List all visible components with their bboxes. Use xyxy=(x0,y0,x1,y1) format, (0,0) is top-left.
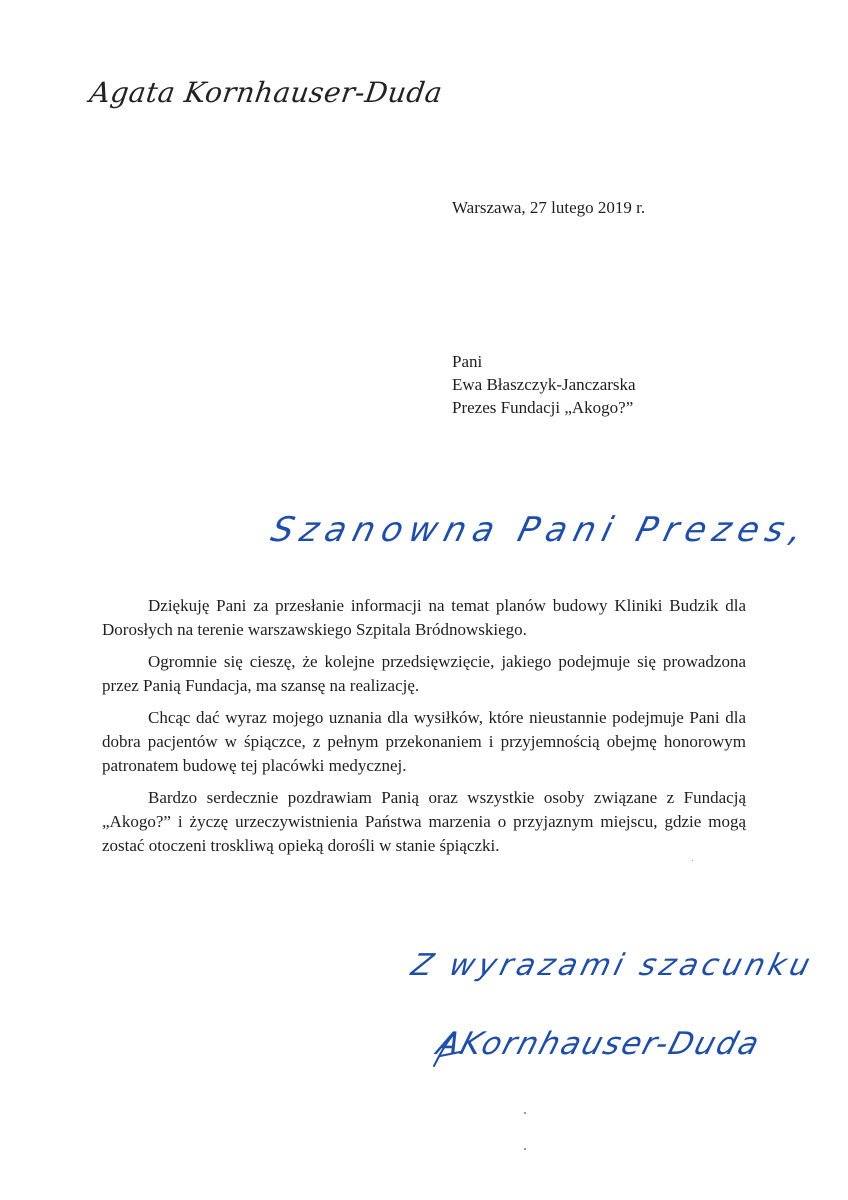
body-paragraph: Chcąc dać wyraz mojego uznania dla wysiłków, które nieustannie podejmuje Pani dla dobra pacjentów w śpiączce, z pełnym przekonaniem i przyjemnością obejmę honorowym patronatem budowę tej placówki medycznej. xyxy=(102,708,746,775)
recipient-name: Ewa Błaszczyk-Janczarska xyxy=(452,375,636,394)
body-paragraph: Ogromnie się cieszę, że kolejne przedsięwzięcie, jakiego podejmuje się prowadzona przez Panią Fundacja, ma szansę na realizację. xyxy=(102,652,746,695)
recipient-position: Prezes Fundacji „Akogo?” xyxy=(452,398,634,417)
body-paragraph: Bardzo serdecznie pozdrawiam Panią oraz wszystkie osoby związane z Fundacją „Akogo?” i życzę urzeczywistnienia Państwa marzenia o przyjaznym miejscu, gdzie mogą zostać otoczeni troskliwą opieką dorośli w stanie śpiączki. xyxy=(102,788,746,855)
handwritten-salutation: Szanowna Pani Prezes, xyxy=(267,510,814,550)
handwritten-closing: Z wyrazami szacunku xyxy=(407,948,818,983)
recipient-block xyxy=(452,350,636,419)
paper-speck xyxy=(524,1148,526,1150)
recipient-title: Pani xyxy=(452,352,483,371)
paper-speck xyxy=(524,1112,526,1114)
letter-body xyxy=(102,594,746,866)
handwritten-signature: AKornhauser-Duda xyxy=(432,1026,765,1062)
letterhead-name: Agata Kornhauser-Duda xyxy=(87,76,445,109)
letter-date: Warszawa, 27 lutego 2019 r. xyxy=(452,198,646,217)
body-paragraph: Dziękuję Pani za przesłanie informacji na temat planów budowy Kliniki Budzik dla Dorosłych na terenie warszawskiego Szpitala Bródnowskiego. xyxy=(102,596,746,639)
paper-speck xyxy=(692,860,693,861)
